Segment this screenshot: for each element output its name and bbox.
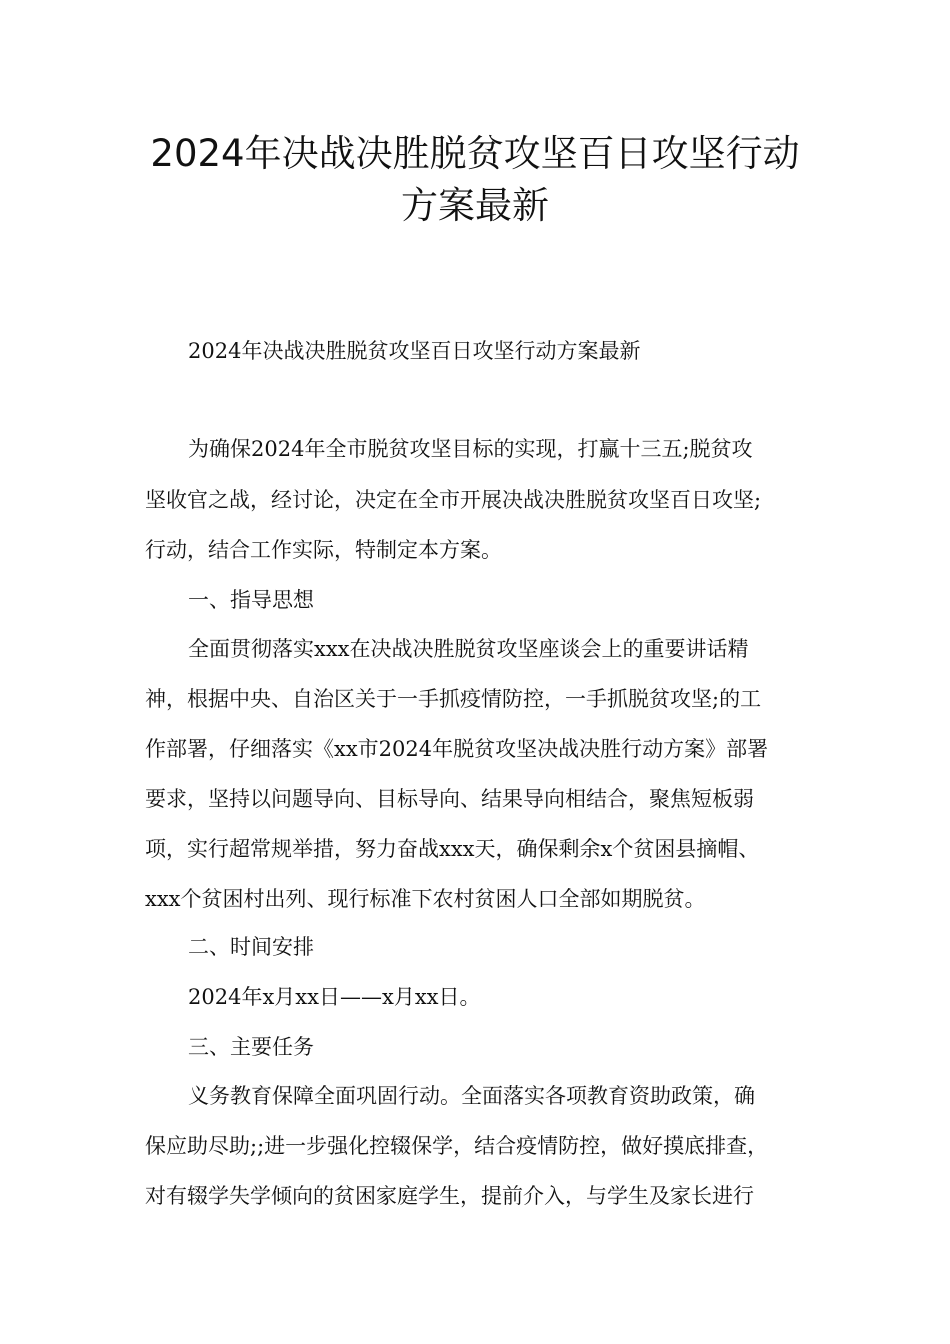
section-heading: 三、主要任务 [188,1035,314,1059]
paragraph-line: 神，根据中央、自治区关于一手抓疫情防控，一手抓脱贫攻坚;的工 [145,687,762,711]
document-title-line-1: 2024年决战决胜脱贫攻坚百日攻坚行动 [150,132,800,175]
paragraph-line: 项，实行超常规举措，努力奋战xxx天，确保剩余x个贫困县摘帽、 [145,837,760,861]
paragraph-line: 2024年x月xx日——x月xx日。 [188,985,481,1009]
paragraph-line: 行动，结合工作实际，特制定本方案。 [145,538,502,562]
paragraph-line: 保应助尽助;;进一步强化控辍保学，结合疫情防控，做好摸底排查， [145,1134,769,1158]
section-heading: 二、时间安排 [188,935,314,959]
section-heading: 一、指导思想 [188,588,314,612]
paragraph-line: xxx个贫困村出列、现行标准下农村贫困人口全部如期脱贫。 [145,887,706,911]
document-subtitle: 2024年决战决胜脱贫攻坚百日攻坚行动方案最新 [188,339,641,363]
document-title-line-2: 方案最新 [401,184,549,227]
paragraph-line: 为确保2024年全市脱贫攻坚目标的实现，打赢十三五;脱贫攻 [188,437,753,461]
paragraph-line: 要求，坚持以问题导向、目标导向、结果导向相结合，聚焦短板弱 [145,787,754,811]
paragraph-line: 对有辍学失学倾向的贫困家庭学生，提前介入，与学生及家长进行 [145,1184,754,1208]
paragraph-line: 作部署，仔细落实《xx市2024年脱贫攻坚决战决胜行动方案》部署 [145,737,769,761]
paragraph-line: 全面贯彻落实xxx在决战决胜脱贫攻坚座谈会上的重要讲话精 [188,637,749,661]
paragraph-line: 坚收官之战，经讨论，决定在全市开展决战决胜脱贫攻坚百日攻坚; [145,488,762,512]
paragraph-line: 义务教育保障全面巩固行动。全面落实各项教育资助政策，确 [188,1084,755,1108]
